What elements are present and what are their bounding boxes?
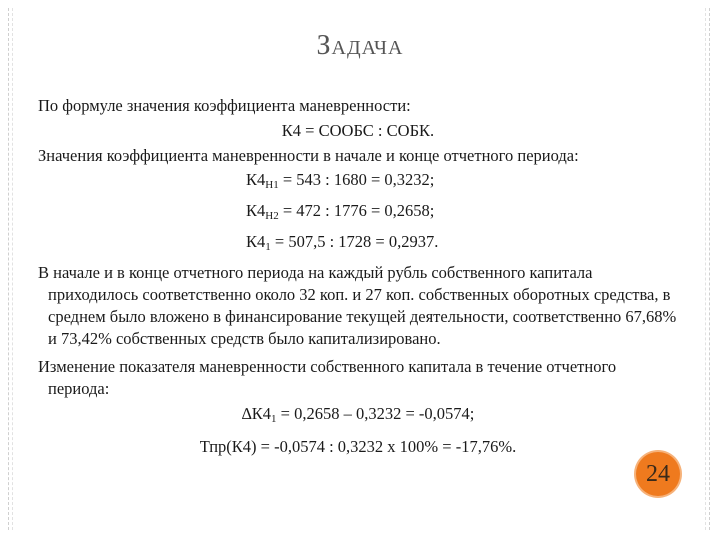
growth-formula: Тпр(К4) = -0,0574 : 0,3232 х 100% = -17,76%. xyxy=(199,437,517,456)
slide-title: Задача xyxy=(316,30,404,61)
formula-line: $К4_{Н1} = 543$ : 1680 = 0,3232; xyxy=(246,170,435,191)
values-intro-text: Значения коэффициента маневренности в начале и конце отчетного периода: xyxy=(38,146,579,165)
formula-line: $К4_1 = 507,5$ : 1728 = 0,2937. xyxy=(246,232,439,253)
slide-body xyxy=(38,95,678,461)
conclusion-text: В начале и в конце отчетного периода на каждый рубль собственного капитала приходилось соответственно около 32 коп. и 27 коп. собственных оборотных средства, в среднем было вложено в финансирование текущей деятельности, соответственно 67,68% и 73,42% собственных средств было капитализировано. xyxy=(38,263,677,348)
change-intro-text: Изменение показателя маневренности собственного капитала в течение отчетного периода: xyxy=(38,357,617,398)
intro-text: По формуле значения коэффициента маневренности: xyxy=(38,96,411,115)
page-number-badge: 24 xyxy=(636,452,680,496)
main-formula: К4 = СООБС : СОБК. xyxy=(281,121,435,140)
delta-formula: $\Delta К4_1 = 0,2658 - 0,3232 = -0,0574$; xyxy=(241,404,475,425)
formula-line: $К4_{Н2} = 472$ : 1776 = 0,2658; xyxy=(246,201,435,222)
